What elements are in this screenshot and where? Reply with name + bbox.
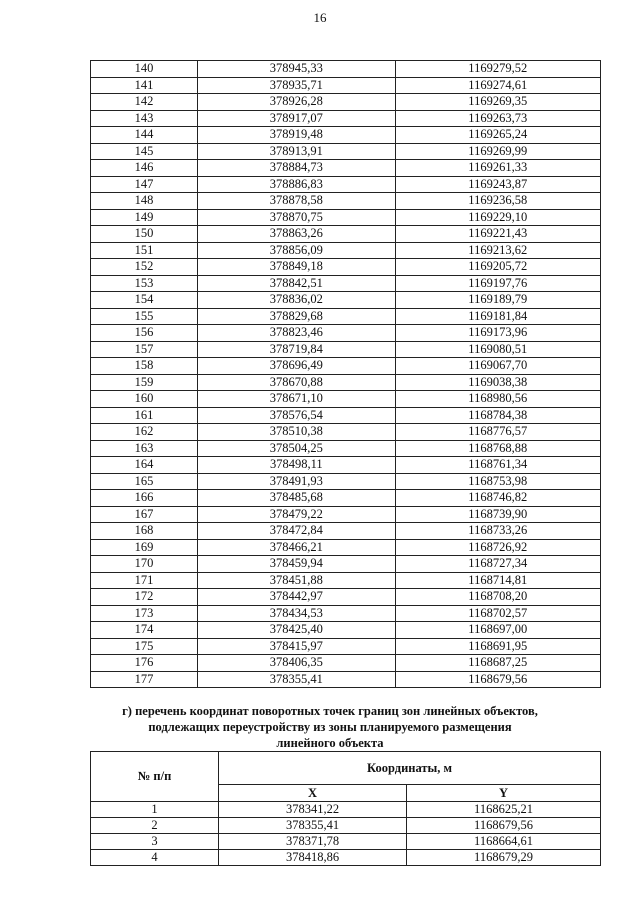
x-coordinate-cell: 378355,41 [198, 671, 395, 688]
table-row [91, 110, 601, 127]
table-row [91, 325, 601, 342]
table-row [91, 358, 601, 375]
x-coordinate-cell: 378491,93 [198, 473, 395, 490]
x-coordinate-cell: 378341,22 [219, 802, 407, 818]
y-coordinate-cell: 1169236,58 [395, 193, 600, 210]
table-row [91, 589, 601, 606]
x-coordinate-cell: 378945,33 [198, 61, 395, 78]
point-number-cell: 163 [91, 440, 198, 457]
table-row [91, 160, 601, 177]
y-coordinate-cell: 1168739,90 [395, 506, 600, 523]
x-coordinate-cell: 378919,48 [198, 127, 395, 144]
table-row [91, 490, 601, 507]
y-coordinate-cell: 1168708,20 [395, 589, 600, 606]
y-coordinate-cell: 1169243,87 [395, 176, 600, 193]
y-coordinate-cell: 1168714,81 [395, 572, 600, 589]
point-number-cell: 3 [91, 834, 219, 850]
point-number-cell: 169 [91, 539, 198, 556]
y-coordinate-cell: 1169080,51 [395, 341, 600, 358]
point-number-cell: 177 [91, 671, 198, 688]
y-coordinate-cell: 1169173,96 [395, 325, 600, 342]
point-number-cell: 146 [91, 160, 198, 177]
x-coordinate-cell: 378371,78 [219, 834, 407, 850]
table-row [91, 671, 601, 688]
point-number-cell: 160 [91, 391, 198, 408]
point-number-cell: 166 [91, 490, 198, 507]
table-row [91, 143, 601, 160]
point-number-cell: 148 [91, 193, 198, 210]
caption-line-1: г) перечень координат поворотных точек границ зон линейных объектов, [122, 704, 538, 718]
table-row [91, 818, 601, 834]
x-coordinate-cell: 378671,10 [198, 391, 395, 408]
x-coordinate-cell: 378842,51 [198, 275, 395, 292]
point-number-cell: 156 [91, 325, 198, 342]
table-row [91, 176, 601, 193]
y-coordinate-cell: 1169229,10 [395, 209, 600, 226]
point-number-cell: 147 [91, 176, 198, 193]
table-row [91, 440, 601, 457]
table-row [91, 259, 601, 276]
y-coordinate-cell: 1169038,38 [395, 374, 600, 391]
y-coordinate-cell: 1169213,62 [395, 242, 600, 259]
y-coordinate-cell: 1168753,98 [395, 473, 600, 490]
table-row [91, 127, 601, 144]
x-coordinate-cell: 378472,84 [198, 523, 395, 540]
point-number-cell: 150 [91, 226, 198, 243]
coordinates-table [90, 60, 601, 688]
point-number-cell: 142 [91, 94, 198, 111]
point-number-cell: 173 [91, 605, 198, 622]
header-y: Y [407, 785, 601, 802]
caption-line-2: подлежащих переустройству из зоны планируемого размещения [148, 720, 512, 734]
point-number-cell: 168 [91, 523, 198, 540]
y-coordinate-cell: 1169189,79 [395, 292, 600, 309]
table-row [91, 556, 601, 573]
y-coordinate-cell: 1168679,29 [407, 850, 601, 866]
point-number-cell: 159 [91, 374, 198, 391]
table-row [91, 655, 601, 672]
point-number-cell: 2 [91, 818, 219, 834]
x-coordinate-cell: 378878,58 [198, 193, 395, 210]
y-coordinate-cell: 1169265,24 [395, 127, 600, 144]
x-coordinate-cell: 378406,35 [198, 655, 395, 672]
y-coordinate-cell: 1169181,84 [395, 308, 600, 325]
table-row [91, 209, 601, 226]
table-row [91, 802, 601, 818]
y-coordinate-cell: 1168702,57 [395, 605, 600, 622]
point-number-cell: 164 [91, 457, 198, 474]
point-number-cell: 171 [91, 572, 198, 589]
point-number-cell: 4 [91, 850, 219, 866]
point-number-cell: 144 [91, 127, 198, 144]
x-coordinate-cell: 378466,21 [198, 539, 395, 556]
point-number-cell: 161 [91, 407, 198, 424]
table-row [91, 834, 601, 850]
y-coordinate-cell: 1168664,61 [407, 834, 601, 850]
point-number-cell: 155 [91, 308, 198, 325]
x-coordinate-cell: 378856,09 [198, 242, 395, 259]
x-coordinate-cell: 378479,22 [198, 506, 395, 523]
point-number-cell: 158 [91, 358, 198, 375]
y-coordinate-cell: 1168691,95 [395, 638, 600, 655]
point-number-cell: 176 [91, 655, 198, 672]
point-number-cell: 145 [91, 143, 198, 160]
y-coordinate-cell: 1168697,00 [395, 622, 600, 639]
table-row [91, 77, 601, 94]
x-coordinate-cell: 378451,88 [198, 572, 395, 589]
table-row [91, 193, 601, 210]
x-coordinate-cell: 378935,71 [198, 77, 395, 94]
y-coordinate-cell: 1169269,35 [395, 94, 600, 111]
table-row [91, 473, 601, 490]
x-coordinate-cell: 378442,97 [198, 589, 395, 606]
y-coordinate-cell: 1169263,73 [395, 110, 600, 127]
table-row [91, 605, 601, 622]
x-coordinate-cell: 378418,86 [219, 850, 407, 866]
x-coordinate-cell: 378884,73 [198, 160, 395, 177]
header-number: № п/п [91, 752, 219, 802]
x-coordinate-cell: 378498,11 [198, 457, 395, 474]
table-row [91, 308, 601, 325]
page-number: 16 [313, 10, 327, 25]
table-row [91, 638, 601, 655]
table-row [91, 226, 601, 243]
section-caption [80, 703, 580, 751]
x-coordinate-cell: 378355,41 [219, 818, 407, 834]
y-coordinate-cell: 1169261,33 [395, 160, 600, 177]
x-coordinate-cell: 378886,83 [198, 176, 395, 193]
point-number-cell: 175 [91, 638, 198, 655]
x-coordinate-cell: 378576,54 [198, 407, 395, 424]
relocation-coordinates-table [90, 751, 601, 866]
table-row [91, 374, 601, 391]
table-row [91, 275, 601, 292]
x-coordinate-cell: 378504,25 [198, 440, 395, 457]
y-coordinate-cell: 1168733,26 [395, 523, 600, 540]
table-row [91, 424, 601, 441]
x-coordinate-cell: 378696,49 [198, 358, 395, 375]
x-coordinate-cell: 378863,26 [198, 226, 395, 243]
y-coordinate-cell: 1168768,88 [395, 440, 600, 457]
y-coordinate-cell: 1169221,43 [395, 226, 600, 243]
y-coordinate-cell: 1168761,34 [395, 457, 600, 474]
table-row [91, 407, 601, 424]
y-coordinate-cell: 1169197,76 [395, 275, 600, 292]
y-coordinate-cell: 1168746,82 [395, 490, 600, 507]
table-row [91, 622, 601, 639]
table-row [91, 457, 601, 474]
x-coordinate-cell: 378836,02 [198, 292, 395, 309]
y-coordinate-cell: 1168784,38 [395, 407, 600, 424]
point-number-cell: 143 [91, 110, 198, 127]
table-row [91, 850, 601, 866]
x-coordinate-cell: 378913,91 [198, 143, 395, 160]
table-row [91, 292, 601, 309]
point-number-cell: 154 [91, 292, 198, 309]
x-coordinate-cell: 378829,68 [198, 308, 395, 325]
point-number-cell: 151 [91, 242, 198, 259]
y-coordinate-cell: 1168687,25 [395, 655, 600, 672]
point-number-cell: 153 [91, 275, 198, 292]
x-coordinate-cell: 378459,94 [198, 556, 395, 573]
header-x: X [219, 785, 407, 802]
header-coordinates: Координаты, м [219, 752, 601, 785]
point-number-cell: 157 [91, 341, 198, 358]
x-coordinate-cell: 378917,07 [198, 110, 395, 127]
y-coordinate-cell: 1169205,72 [395, 259, 600, 276]
x-coordinate-cell: 378434,53 [198, 605, 395, 622]
table-row [91, 391, 601, 408]
x-coordinate-cell: 378425,40 [198, 622, 395, 639]
table-row [91, 61, 601, 78]
y-coordinate-cell: 1168679,56 [395, 671, 600, 688]
table-row [91, 341, 601, 358]
y-coordinate-cell: 1168726,92 [395, 539, 600, 556]
table-row [91, 94, 601, 111]
x-coordinate-cell: 378485,68 [198, 490, 395, 507]
table-row [91, 242, 601, 259]
y-coordinate-cell: 1169269,99 [395, 143, 600, 160]
table-row [91, 539, 601, 556]
y-coordinate-cell: 1168980,56 [395, 391, 600, 408]
x-coordinate-cell: 378823,46 [198, 325, 395, 342]
caption-line-3: линейного объекта [276, 736, 384, 750]
x-coordinate-cell: 378670,88 [198, 374, 395, 391]
y-coordinate-cell: 1168625,21 [407, 802, 601, 818]
x-coordinate-cell: 378719,84 [198, 341, 395, 358]
point-number-cell: 162 [91, 424, 198, 441]
x-coordinate-cell: 378870,75 [198, 209, 395, 226]
table-row [91, 506, 601, 523]
table-row [91, 572, 601, 589]
point-number-cell: 167 [91, 506, 198, 523]
point-number-cell: 1 [91, 802, 219, 818]
y-coordinate-cell: 1168727,34 [395, 556, 600, 573]
y-coordinate-cell: 1168679,56 [407, 818, 601, 834]
y-coordinate-cell: 1168776,57 [395, 424, 600, 441]
y-coordinate-cell: 1169274,61 [395, 77, 600, 94]
x-coordinate-cell: 378849,18 [198, 259, 395, 276]
point-number-cell: 165 [91, 473, 198, 490]
table-row [91, 523, 601, 540]
y-coordinate-cell: 1169067,70 [395, 358, 600, 375]
x-coordinate-cell: 378510,38 [198, 424, 395, 441]
y-coordinate-cell: 1169279,52 [395, 61, 600, 78]
point-number-cell: 172 [91, 589, 198, 606]
point-number-cell: 141 [91, 77, 198, 94]
x-coordinate-cell: 378415,97 [198, 638, 395, 655]
point-number-cell: 170 [91, 556, 198, 573]
point-number-cell: 152 [91, 259, 198, 276]
point-number-cell: 174 [91, 622, 198, 639]
point-number-cell: 149 [91, 209, 198, 226]
point-number-cell: 140 [91, 61, 198, 78]
x-coordinate-cell: 378926,28 [198, 94, 395, 111]
